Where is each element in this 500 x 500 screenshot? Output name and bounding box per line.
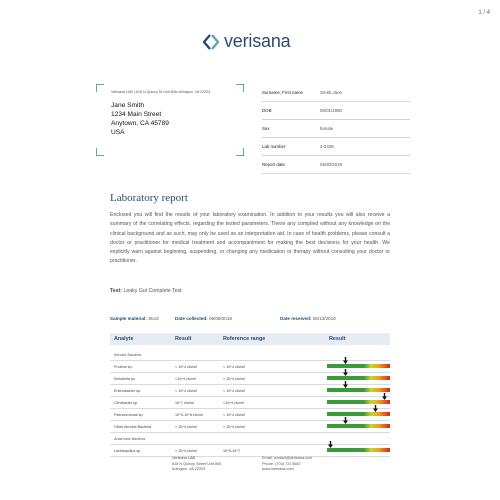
cell-result: <10^4 cfu/ml (175, 377, 196, 381)
cell-analyte: Lactobacillus sp. (114, 449, 142, 453)
recipient-country: USA (111, 129, 125, 136)
result-marker-icon (343, 381, 348, 388)
test-line (110, 288, 182, 294)
cell-analyte: Pseudomonas sp. (114, 413, 144, 417)
verisana-logo-icon (201, 32, 221, 52)
result-gauge-bar (327, 448, 390, 452)
cell-reference: < 10^4 cfu/ml (223, 413, 245, 417)
result-marker-icon (343, 369, 348, 376)
results-table-header (110, 333, 390, 345)
cell-result: < 10^4 cfu/ml (175, 389, 197, 393)
result-marker-icon (373, 405, 378, 412)
date-collected-value: 06/09/2019 (208, 316, 232, 321)
result-gauge-bar (327, 412, 390, 416)
result-marker-icon (343, 357, 348, 364)
patient-row-sex: Sex female (262, 120, 410, 138)
cell-result: 10^5-10^6 cfu/ml (175, 413, 203, 417)
date-collected-label: Date collected: (175, 316, 208, 321)
result-gauge-bar (327, 376, 390, 380)
recipient-street: 1234 Main Street (111, 111, 162, 118)
table-row (110, 445, 390, 457)
cell-analyte: Klebsiella sp. (114, 377, 136, 381)
patient-row-report-date: Report date 06/30/2019 (262, 156, 410, 174)
result-marker-icon (343, 417, 348, 424)
patient-row-dob: DOB 05/01/1980 (262, 102, 410, 120)
header-reference-range: Reference range (223, 336, 266, 342)
test-value: Leaky Gut Complete Test (123, 288, 182, 294)
result-marker-icon (382, 393, 387, 400)
table-section-row (110, 433, 390, 445)
intro-paragraph: Enclosed you will find the results of your laboratory examination. In addition to your results you will also receive a summary of the correlating effects, regarding the tested parameters. These any compiled without any knowledge on the clinical background and as such, may only be used as an interpretation aid. In case of health problems, please consult a doctor or practitioner for medical treatment and accompaniment for making the best decisions for your health. We explicitly warn against beginning, suspending, or changing any medication or therapy without consulting your doctor or practitioner. (110, 212, 390, 265)
header-result-graph: Result (329, 336, 346, 342)
sample-material-value: Stool (148, 316, 159, 321)
cell-analyte: Citrobacter sp. (114, 401, 138, 405)
recipient-name: Jane Smith (111, 102, 144, 109)
header-result: Result (175, 336, 192, 342)
cell-reference: < 10^4 cfu/ml (223, 377, 245, 381)
test-label: Test: (110, 288, 123, 294)
sample-material-label: Sample material: (110, 316, 147, 321)
cell-analyte: Enterobacter sp. (114, 389, 142, 393)
date-received-label: Date received: (280, 316, 312, 321)
date-received-value: 06/13/2019 (312, 316, 336, 321)
cell-result: < 10^4 cfu/ml (175, 425, 197, 429)
page-number: 1 / 4 (478, 10, 490, 16)
patient-info (262, 84, 410, 174)
logo-text: verisana (224, 31, 291, 51)
sender-line: Verisana LAB • 818 N Quincy St Unit 806• Arlington, VA 22203 (111, 90, 211, 94)
cell-reference: < 10^4 cfu/ml (223, 425, 245, 429)
result-gauge-bar (327, 364, 390, 368)
cell-reference: < 10^4 cfu/ml (223, 389, 245, 393)
patient-row-lab-number: Lab number 2-2436 (262, 138, 410, 156)
cell-result: < 10^4 cfu/ml (175, 365, 197, 369)
cell-reference: <10^4 cfu/ml (223, 401, 244, 405)
cell-result: 10^7 cfu/ml (175, 401, 194, 405)
result-gauge-bar (327, 400, 390, 404)
cell-analyte: Other Aerobic Bacteria (114, 425, 152, 429)
table-row (110, 421, 390, 433)
result-gauge-bar (327, 388, 390, 392)
recipient-city: Anytown, CA 45789 (111, 120, 169, 127)
footer-contact: Email: contact@verisana.com Phone: (703) 722 8667 www.verisana.com (262, 456, 313, 472)
cell-analyte: Aerobic Bacteria (114, 353, 142, 357)
cell-analyte: Anaerobic Bacteria (114, 437, 146, 441)
cell-analyte: Proteus sp. (114, 365, 133, 369)
footer-lab-address: Verisana LAB 818 N Quincy Street Unit 806 Arlington, VA 22203 (172, 456, 222, 472)
header-analyte: Analyte (114, 336, 134, 342)
result-marker-icon (328, 441, 333, 448)
cell-result: < 10^4 cfu/ml (175, 449, 197, 453)
table-row (110, 397, 390, 409)
table-row (110, 385, 390, 397)
report-title: Laboratory report (110, 192, 188, 204)
cell-reference: < 10^4 cfu/ml (223, 365, 245, 369)
cell-reference: 10^5-10^7 (223, 449, 240, 453)
recipient-address (111, 101, 169, 137)
result-gauge-bar (327, 424, 390, 428)
verisana-logo (201, 31, 290, 52)
patient-row-name: Surname, First name Smith,Jane (262, 84, 410, 102)
address-window (96, 84, 244, 156)
